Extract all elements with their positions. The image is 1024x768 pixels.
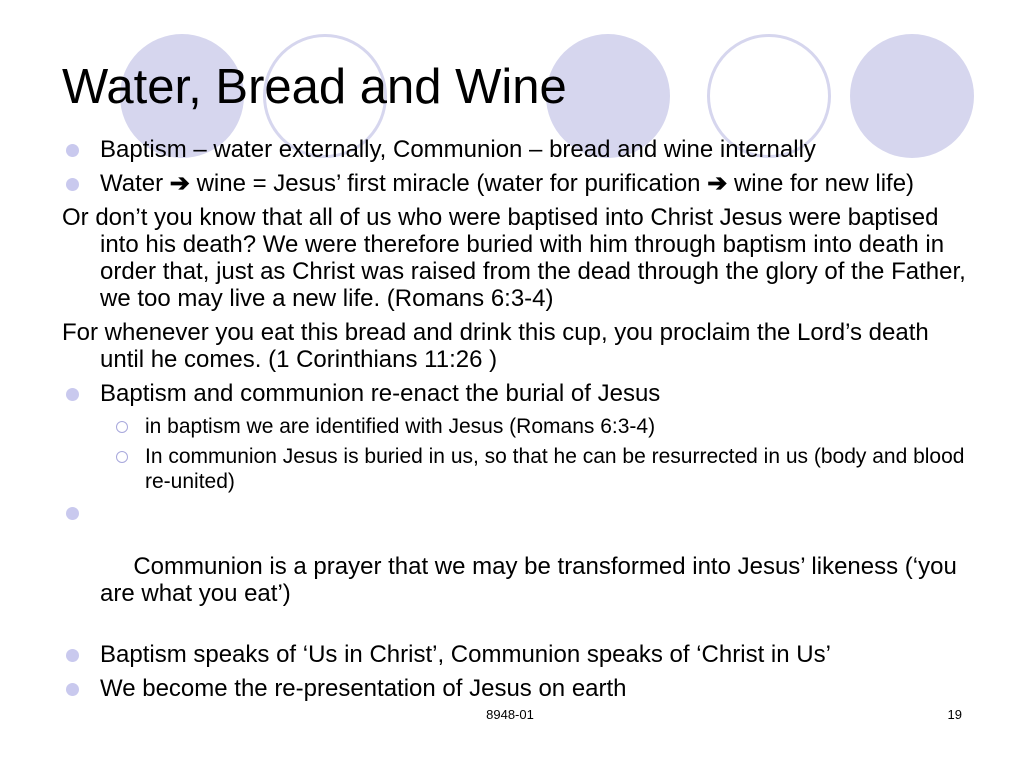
bullet-item [62,675,972,702]
bullet-text: wine for new life) [727,170,915,197]
filled-circle-bullet-icon [66,649,79,662]
bullet-text: Water [100,170,170,197]
scripture-quote [62,204,972,312]
bullet-text: Communion is a prayer that we may be transformed into Jesus’ likeness (‘you are what you eat’) [100,553,964,607]
bullet-text: Baptism and communion re-enact the burial of Jesus [100,380,661,407]
slide-number: 19 [947,707,962,722]
sub-bullet-item [62,444,972,494]
bullet-text: wine = Jesus’ first miracle (water for purification [189,170,708,197]
scripture-quote [62,319,972,373]
sub-bullet-text: In communion Jesus is buried in us, so that he can be resurrected in us (body and blood re-united) [145,445,965,493]
bullet-item [62,641,972,668]
sub-bullet-text: in baptism we are identified with Jesus (Romans 6:3-4) [145,415,656,438]
quote-text: For whenever you eat this bread and drink this cup, you proclaim the Lord’s death until he comes. (1 Corinthians 11:26 ) [62,319,929,373]
bullet-text: Baptism – water externally, Communion – bread and wine internally [100,136,816,163]
bullet-item [62,170,972,197]
right-arrow-icon: ➔ [169,170,190,197]
bullet-item [62,380,972,407]
filled-circle-bullet-icon [66,507,79,520]
right-arrow-icon: ➔ [707,170,728,197]
filled-circle-bullet-icon [66,144,79,157]
bullet-item [62,136,972,163]
hollow-circle-bullet-icon [116,421,128,433]
footer-label: 8948-01 [486,707,534,722]
hollow-circle-bullet-icon [116,451,128,463]
bullet-item [62,499,972,634]
quote-text: Or don’t you know that all of us who were baptised into Christ Jesus were baptised into his death? We were therefore buried with him through baptism into death in order that, just as Christ was raised from the dead through the glory of the Father, we too may live a new life. (Romans 6:3-4) [62,204,966,312]
sub-bullet-item [62,414,972,439]
slide-title: Water, Bread and Wine [62,60,567,114]
filled-circle-bullet-icon [66,683,79,696]
filled-circle-bullet-icon [66,178,79,191]
bullet-text: We become the re-presentation of Jesus on earth [100,675,627,702]
bullet-text: Baptism speaks of ‘Us in Christ’, Communion speaks of ‘Christ in Us’ [100,641,831,668]
slide-body [62,136,972,709]
filled-circle-bullet-icon [66,388,79,401]
